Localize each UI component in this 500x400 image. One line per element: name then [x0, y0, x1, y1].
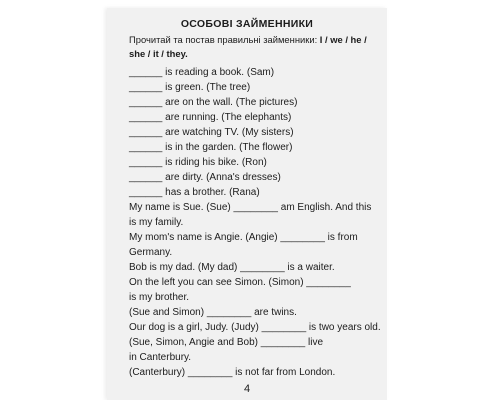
exercise-line-6: ______ is in the garden. (The flower) [129, 142, 293, 153]
exercise-line-15: On the left you can see Simon. (Simon) ________ [129, 277, 351, 288]
exercise-line-12: My mom's name is Angie. (Angie) ________ is from [129, 232, 358, 243]
exercise-line-1: ______ is reading a book. (Sam) [129, 67, 275, 78]
exercise-line-11: is my family. [129, 217, 184, 228]
exercise-line-16: is my brother. [129, 292, 190, 303]
instruction-text: Прочитай та постав правильні займенники: [129, 34, 318, 45]
pronoun-list: I / we / he / she / it / they. [129, 34, 367, 59]
exercise-line-5: ______ are watching TV. (My sisters) [129, 127, 294, 138]
exercise-line-13: Germany. [129, 247, 173, 258]
exercise-instruction [129, 33, 379, 61]
page-number: 4 [243, 383, 251, 395]
exercise-line-18: Our dog is a girl, Judy. (Judy) ________ is two years old. [129, 322, 381, 333]
exercise-line-20: in Canterbury. [129, 352, 192, 363]
exercise-line-14: Bob is my dad. (My dad) ________ is a waiter. [129, 262, 335, 273]
exercise-line-8: ______ are dirty. (Anna's dresses) [129, 172, 281, 183]
workbook-page [107, 8, 387, 400]
exercise-line-4: ______ are running. (The elephants) [129, 112, 292, 123]
exercise-line-17: (Sue and Simon) ________ are twins. [129, 307, 297, 318]
exercise-line-19: (Sue, Simon, Angie and Bob) ________ live [129, 337, 324, 348]
exercise-line-9: ______ has a brother. (Rana) [129, 187, 260, 198]
exercise-line-7: ______ is riding his bike. (Ron) [129, 157, 267, 168]
exercise-line-2: ______ is green. (The tree) [129, 82, 251, 93]
page-title: ОСОБОВІ ЗАЙМЕННИКИ [180, 18, 314, 30]
exercise-line-21: (Canterbury) ________ is not far from London. [129, 367, 336, 378]
exercise-line-10: My name is Sue. (Sue) ________ am English. And this [129, 202, 372, 213]
exercise-line-3: ______ are on the wall. (The pictures) [129, 97, 298, 108]
